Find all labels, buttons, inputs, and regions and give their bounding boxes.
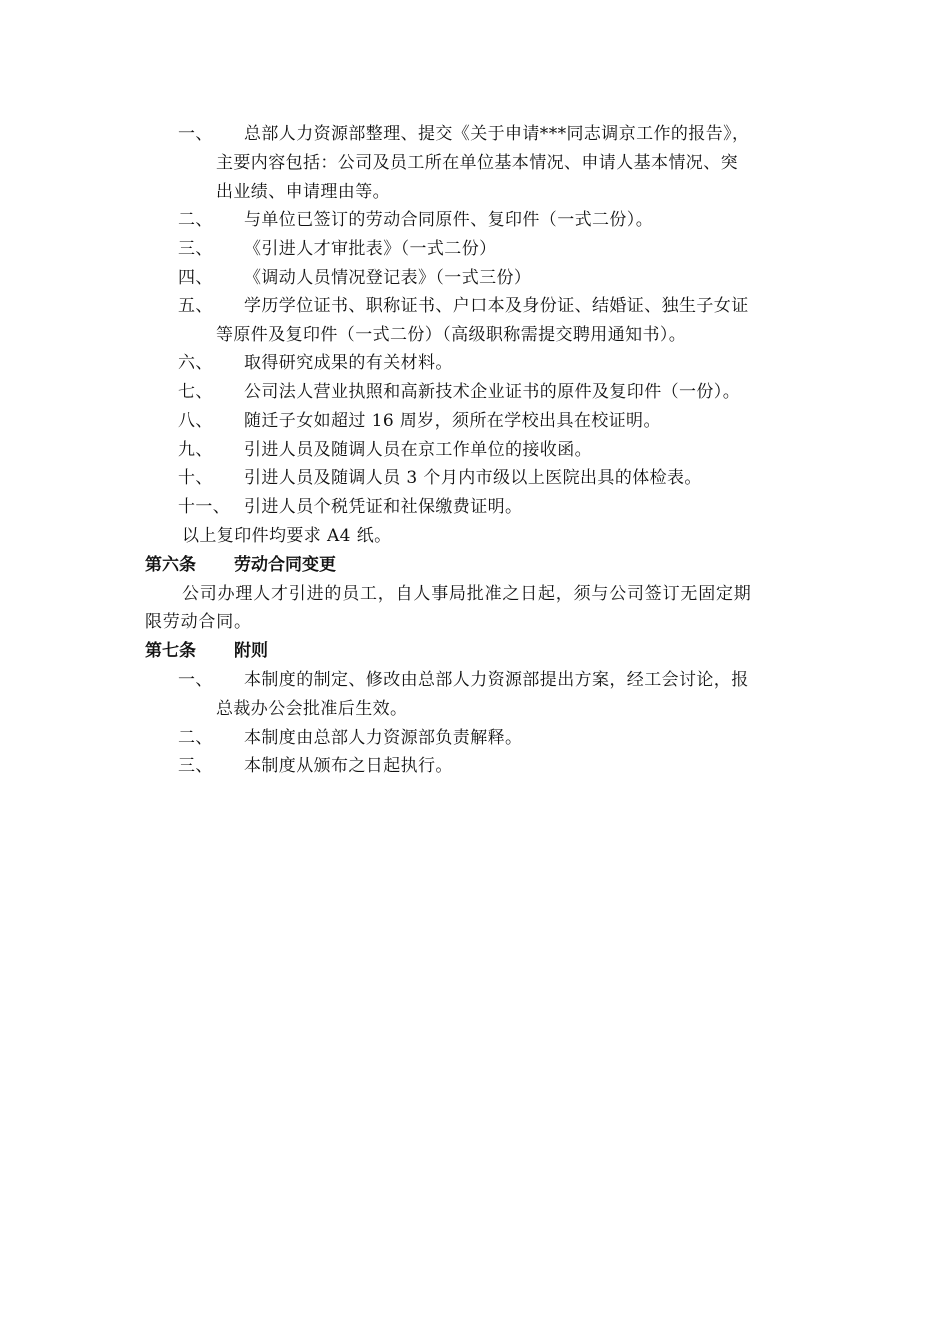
item-text: 《调动人员情况登记表》（一式三份） xyxy=(244,268,532,288)
item-number: 一、 xyxy=(178,124,213,144)
item-text-continued: 出业绩、申请理由等。 xyxy=(216,182,390,202)
item-number: 三、 xyxy=(178,239,213,259)
item-number: 五、 xyxy=(178,296,213,316)
item-text: 本制度由总部人力资源部负责解释。 xyxy=(244,728,523,748)
item-text: 《引进人才审批表》（一式二份） xyxy=(244,239,497,259)
item-number: 九、 xyxy=(178,440,213,460)
item-number: 七、 xyxy=(178,382,213,402)
article-number: 第七条 xyxy=(145,641,196,661)
item-text: 引进人员个税凭证和社保缴费证明。 xyxy=(244,497,523,517)
item-number: 十、 xyxy=(178,468,213,488)
article-title: 附则 xyxy=(234,641,268,661)
item-text: 引进人员及随调人员在京工作单位的接收函。 xyxy=(244,440,592,460)
item-text: 公司法人营业执照和高新技术企业证书的原件及复印件（一份）。 xyxy=(244,382,741,402)
item-number: 六、 xyxy=(178,353,213,373)
item-number: 四、 xyxy=(178,268,213,288)
item-text-continued: 总裁办公会批准后生效。 xyxy=(216,699,408,719)
copy-note: 以上复印件均要求 A4 纸。 xyxy=(182,526,392,546)
item-number: 十一、 xyxy=(178,497,231,517)
item-text: 随迁子女如超过 16 周岁，须所在学校出具在校证明。 xyxy=(244,411,661,431)
item-number: 二、 xyxy=(178,210,213,230)
item-text: 本制度的制定、修改由总部人力资源部提出方案，经工会讨论，报 xyxy=(244,670,749,690)
article-body-continued: 限劳动合同。 xyxy=(145,612,252,632)
item-text: 本制度从颁布之日起执行。 xyxy=(244,756,453,776)
item-number: 三、 xyxy=(178,756,213,776)
item-number: 八、 xyxy=(178,411,213,431)
article-body: 公司办理人才引进的员工，自人事局批准之日起，须与公司签订无固定期 xyxy=(182,584,752,604)
item-text: 与单位已签订的劳动合同原件、复印件（一式二份）。 xyxy=(244,210,654,230)
item-text: 学历学位证书、职称证书、户口本及身份证、结婚证、独生子女证 xyxy=(244,296,749,316)
item-number: 二、 xyxy=(178,728,213,748)
article-number: 第六条 xyxy=(145,555,196,575)
item-text: 取得研究成果的有关材料。 xyxy=(244,353,453,373)
article-title: 劳动合同变更 xyxy=(234,555,336,575)
item-text: 引进人员及随调人员 3 个月内市级以上医院出具的体检表。 xyxy=(244,468,702,488)
item-number: 一、 xyxy=(178,670,213,690)
item-text-continued: 等原件及复印件（一式二份）（高级职称需提交聘用通知书）。 xyxy=(216,325,687,345)
item-text-continued: 主要内容包括：公司及员工所在单位基本情况、申请人基本情况、突 xyxy=(216,153,738,173)
item-text: 总部人力资源部整理、提交《关于申请***同志调京工作的报告》， xyxy=(244,124,750,144)
